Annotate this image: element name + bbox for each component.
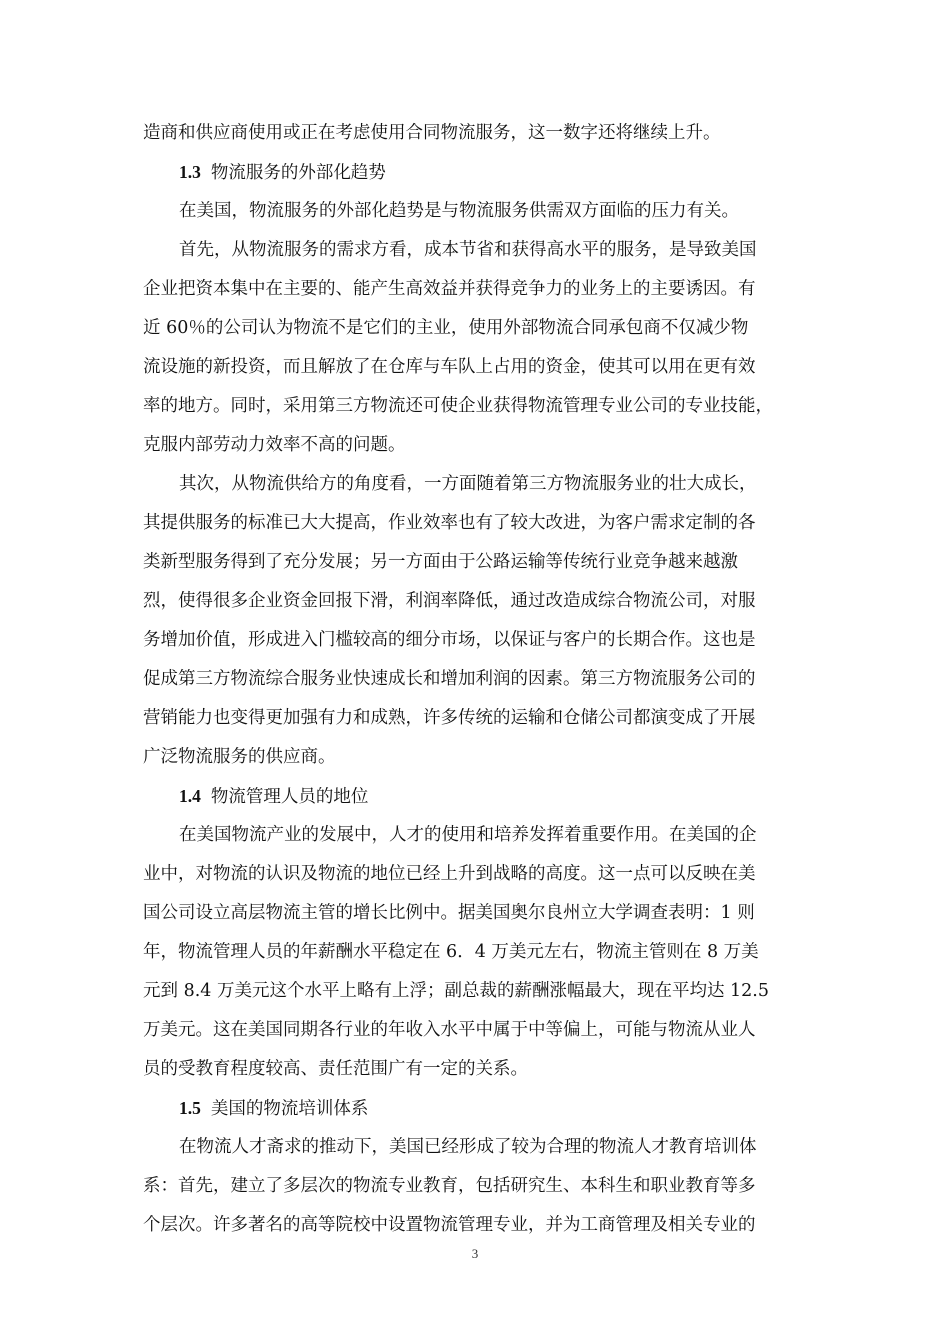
body-line: 类新型服务得到了充分发展；另一方面由于公路运输等传统行业竞争越来越激: [143, 552, 738, 572]
body-line: 促成第三方物流综合服务业快速成长和增加利润的因素。第三方物流服务公司的: [143, 669, 756, 689]
body-line: 系：首先，建立了多层次的物流专业教育，包括研究生、本科生和职业教育等多: [143, 1176, 756, 1196]
page-number: 3: [471, 1246, 479, 1261]
body-line: 个层次。许多著名的高等院校中设置物流管理专业，并为工商管理及相关专业的: [143, 1215, 756, 1235]
section-heading-1-3: [143, 153, 808, 192]
body-line: 流设施的新投资，而且解放了在仓库与车队上占用的资金，使其可以用在更有效: [143, 357, 756, 377]
body-line: 烈，使得很多企业资金回报下滑，利润率降低，通过改造成综合物流公司，对服: [143, 591, 756, 611]
body-line: 营销能力也变得更加强有力和成熟，许多传统的运输和仓储公司都演变成了开展: [143, 708, 756, 728]
paragraph-first-line: 首先，从物流服务的需求方看，成本节省和获得高水平的服务，是导致美国: [179, 240, 757, 260]
paragraph-first-line: 在物流人才斋求的推动下，美国已经形成了较为合理的物流人才教育培训体: [179, 1137, 757, 1157]
body-line: 广泛物流服务的供应商。: [143, 747, 336, 767]
body-line: 克服内部劳动力效率不高的问题。: [143, 435, 406, 455]
section-number: 1.3: [179, 162, 201, 182]
section-title: 美国的物流培训体系: [210, 1099, 369, 1119]
body-line: 国公司设立高层物流主管的增长比例中。据美国奥尔良州立大学调查表明：1 则: [143, 903, 755, 923]
body-line: 业中，对物流的认识及物流的地位已经上升到战略的高度。这一点可以反映在美: [143, 864, 756, 884]
body-line: 员的受教育程度较高、责任范围广有一定的关系。: [143, 1059, 528, 1079]
section-title: 物流管理人员的地位: [210, 787, 369, 807]
document-page: [143, 114, 808, 1245]
body-line: 近 60％的公司认为物流不是它们的主业，使用外部物流合同承包商不仅减少物: [143, 318, 749, 338]
body-line: 万美元。这在美国同期各行业的年收入水平中属于中等偏上，可能与物流从业人: [143, 1020, 756, 1040]
section-number: 1.5: [179, 1098, 201, 1118]
section-heading-1-5: [143, 1089, 808, 1128]
body-line: 造商和供应商使用或正在考虑使用合同物流服务，这一数字还将继续上升。: [143, 123, 721, 143]
body-line: 年，物流管理人员的年薪酬水平稳定在 6．4 万美元左右，物流主管则在 8 万美: [143, 942, 759, 962]
section-heading-1-4: [143, 777, 808, 816]
body-line: 务增加价值，形成进入门槛较高的细分市场，以保证与客户的长期合作。这也是: [143, 630, 756, 650]
section-number: 1.4: [179, 786, 201, 806]
paragraph-first-line: 在美国，物流服务的外部化趋势是与物流服务供需双方面临的压力有关。: [179, 201, 739, 221]
body-line: 元到 8.4 万美元这个水平上略有上浮；副总裁的薪酬涨幅最大，现在平均达 12.5: [143, 981, 769, 1001]
paragraph-first-line: 其次，从物流供给方的角度看，一方面随着第三方物流服务业的壮大成长，: [179, 474, 757, 494]
body-line: 率的地方。同时，采用第三方物流还可使企业获得物流管理专业公司的专业技能，: [143, 396, 773, 416]
paragraph-first-line: 在美国物流产业的发展中，人才的使用和培养发挥着重要作用。在美国的企: [179, 825, 757, 845]
body-line: 其提供服务的标准已大大提高，作业效率也有了较大改进，为客户需求定制的各: [143, 513, 756, 533]
body-line: 企业把资本集中在主要的、能产生高效益并获得竞争力的业务上的主要诱因。有: [143, 279, 756, 299]
section-title: 物流服务的外部化趋势: [210, 163, 386, 183]
